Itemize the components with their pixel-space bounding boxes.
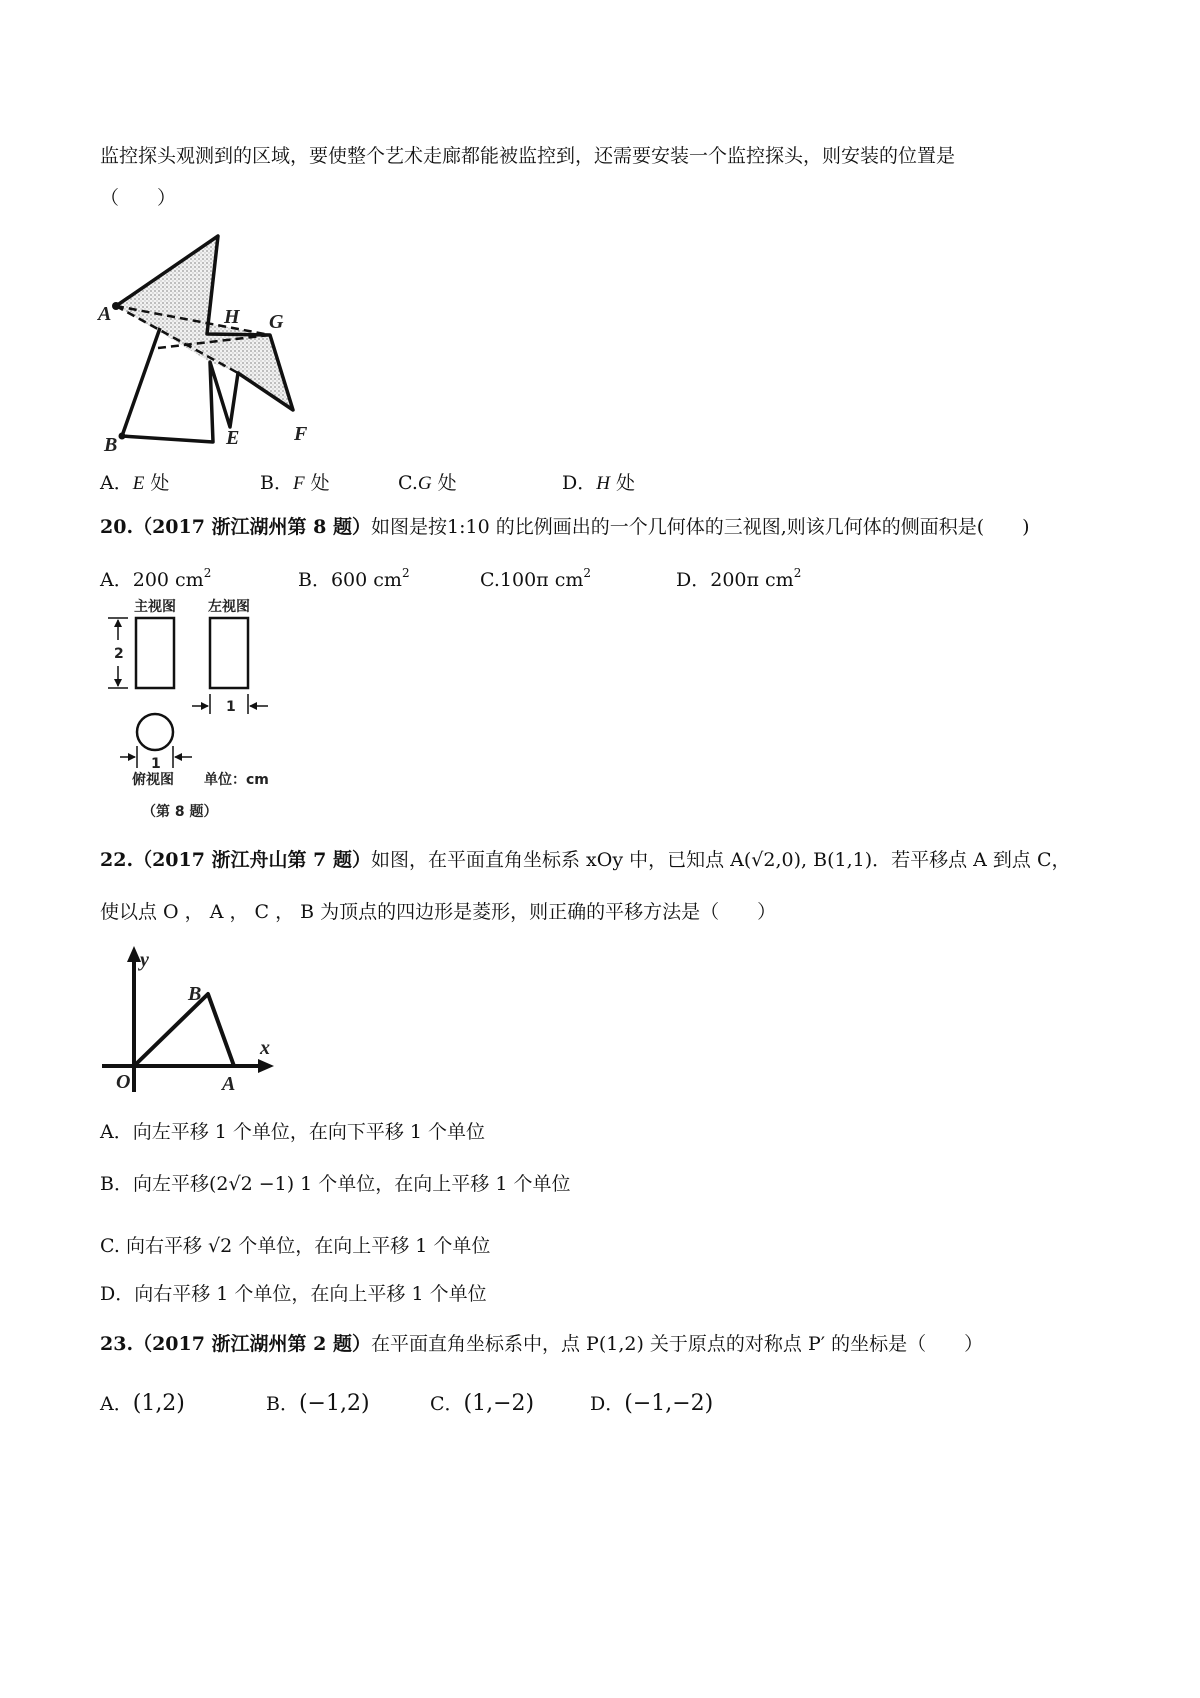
q20-top-view-circle (137, 714, 173, 750)
option-exponent: 2 (793, 566, 802, 580)
option-letter: A． (100, 1393, 133, 1415)
option-value: 200π cm (710, 569, 794, 591)
q19-option-b[interactable] (260, 471, 330, 496)
option-suffix: 处 (144, 472, 170, 494)
q19-option-a[interactable] (100, 471, 169, 496)
q19-option-d[interactable] (562, 471, 635, 496)
option-letter: D． (676, 569, 711, 591)
q20-option-d[interactable] (676, 561, 801, 592)
q19-label-e: E (226, 427, 240, 449)
q22-option-b[interactable]: B．向左平移(2√2 −1) 1 个单位，在向上平移 1 个单位 (100, 1173, 571, 1195)
q19-label-f: F (294, 423, 308, 445)
q19-label-b: B (104, 434, 118, 456)
option-exponent: 2 (401, 566, 410, 580)
q20-stem (100, 515, 1030, 539)
option-letter: C． (430, 1393, 464, 1415)
question-number: 20. (100, 516, 134, 538)
q20-front-view-rect (136, 618, 174, 688)
option-value: G (417, 473, 432, 494)
q22-stem-line2: 使以点 O ， A ， C ， B 为顶点的四边形是菱形，则正确的平移方法是（ ） (100, 901, 777, 923)
q23-option-d[interactable] (590, 1392, 713, 1416)
q22-label-y: y (140, 949, 149, 971)
option-letter: D． (590, 1393, 625, 1415)
q20-top-view-label: 俯视图 (132, 772, 174, 788)
option-value: F (292, 473, 305, 494)
option-letter: B． (298, 569, 331, 591)
q19-gallery-figure (98, 222, 318, 456)
option-value: (1,−2) (463, 1391, 535, 1416)
q22-label-x: x (260, 1037, 270, 1059)
q22-label-b: B (188, 983, 202, 1005)
option-letter: C. (480, 569, 500, 591)
q20-option-a[interactable] (100, 561, 211, 592)
question-text: 如图，在平面直角坐标系 xOy 中，已知点 A(√2,0), B(1,1)．若平移点 A 到点 C， (371, 849, 1071, 871)
option-value: E (132, 473, 145, 494)
q20-option-b[interactable] (298, 561, 410, 592)
q20-left-view-label: 左视图 (208, 599, 250, 615)
q19-label-h: H (224, 306, 240, 328)
option-value: 200 cm (132, 569, 204, 591)
q22-label-o: O (116, 1071, 131, 1093)
q22-label-a: A (222, 1073, 236, 1095)
q22-triangle-oba (134, 994, 234, 1066)
q20-left-view-rect (210, 618, 248, 688)
option-letter: B． (260, 472, 293, 494)
option-value: 100π cm (499, 569, 584, 591)
q22-stem-line1 (100, 848, 1071, 872)
option-value: H (596, 473, 610, 494)
option-value: (−1,2) (298, 1391, 370, 1416)
q20-unit-label: 单位：cm (204, 772, 269, 788)
option-suffix: 处 (431, 472, 457, 494)
q23-option-a[interactable] (100, 1392, 185, 1416)
option-letter: B． (266, 1393, 299, 1415)
q20-front-view-label: 主视图 (134, 599, 176, 615)
q20-width-label-top: 1 (151, 756, 161, 772)
q20-height-label: 2 (114, 646, 124, 662)
question-number: 22. (100, 849, 134, 871)
option-exponent: 2 (203, 566, 212, 580)
question-text: 如图是按1:10 的比例画出的一个几何体的三视图,则该几何体的侧面积是( ) (371, 516, 1030, 538)
q23-stem (100, 1332, 983, 1356)
question-source: （2017 浙江湖州第 8 题） (133, 516, 372, 538)
q19-label-g: G (269, 311, 284, 333)
q19-stem-blank: （ ） (100, 187, 177, 209)
option-letter: A． (100, 472, 133, 494)
q20-width-label-left: 1 (226, 699, 236, 715)
option-value: (−1,−2) (624, 1391, 714, 1416)
q22-option-c[interactable]: C. 向右平移 √2 个单位，在向上平移 1 个单位 (100, 1235, 491, 1257)
question-text: 在平面直角坐标系中，点 P(1,2) 关于原点的对称点 P′ 的坐标是（ ） (371, 1333, 984, 1355)
q22-coordinate-figure (100, 942, 290, 1102)
question-number: 23. (100, 1333, 134, 1355)
q19-stem-line1: 监控探头观测到的区域，要使整个艺术走廊都能被监控到，还需要安装一个监控探头，则安装的位置是 (100, 145, 956, 167)
option-value: 600 cm (330, 569, 402, 591)
q20-caption: （第 8 题） (142, 804, 218, 820)
q19-camera-dot (112, 302, 120, 310)
question-source: （2017 浙江湖州第 2 题） (133, 1333, 372, 1355)
q19-point-b-dot (119, 433, 126, 440)
option-letter: A． (100, 569, 133, 591)
option-suffix: 处 (304, 472, 330, 494)
question-source: （2017 浙江舟山第 7 题） (133, 849, 372, 871)
q23-option-b[interactable] (266, 1392, 370, 1416)
q22-option-d[interactable]: D．向右平移 1 个单位，在向上平移 1 个单位 (100, 1283, 487, 1305)
option-letter: D． (562, 472, 597, 494)
q22-option-a[interactable]: A．向左平移 1 个单位，在向下平移 1 个单位 (100, 1121, 486, 1143)
option-value: (1,2) (132, 1391, 185, 1416)
option-suffix: 处 (609, 472, 636, 494)
q20-option-c[interactable] (480, 561, 591, 592)
q19-label-a: A (98, 303, 112, 325)
option-exponent: 2 (583, 566, 591, 580)
q23-option-c[interactable] (430, 1392, 534, 1416)
option-letter: C. (398, 472, 418, 494)
q19-option-c[interactable] (398, 471, 457, 496)
q20-three-views-figure (100, 596, 300, 826)
